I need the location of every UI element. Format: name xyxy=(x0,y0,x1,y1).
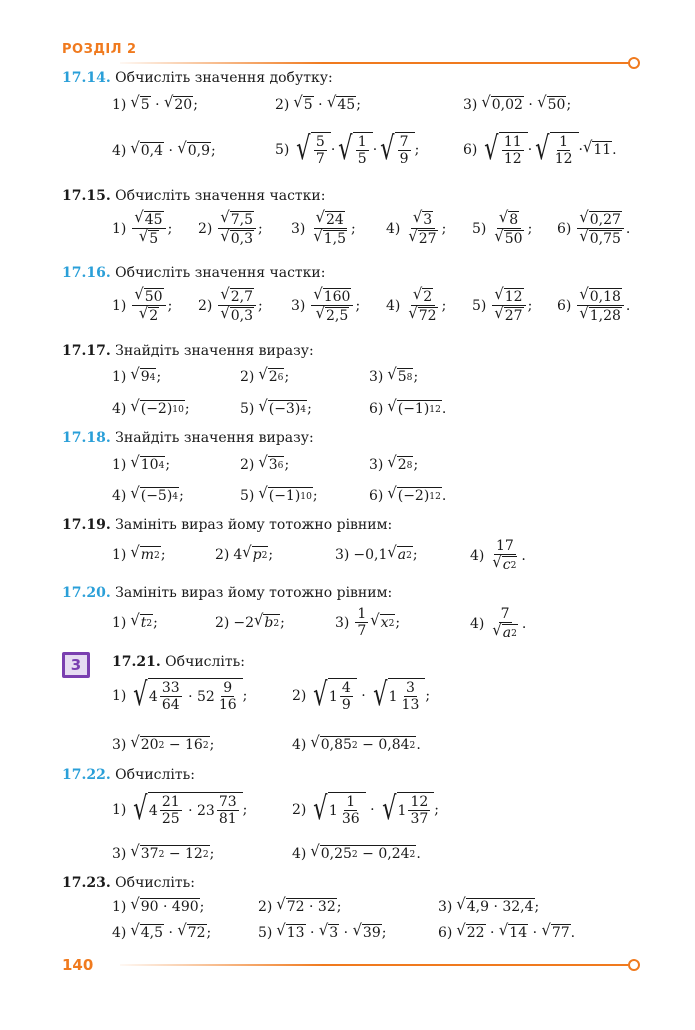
problem-text: Обчисліть: xyxy=(115,875,195,891)
problem-17-19 xyxy=(62,517,392,533)
exercise-item: 1) √ 4 $\frac{33}{64}$ · 52 $\frac{9}{16}$ ; xyxy=(112,675,248,714)
item-label: 1) xyxy=(112,96,127,113)
exercise-item: 1) √ 5 · √ 20 ; xyxy=(112,93,198,113)
exercise-item: 1) √ 90 · 490 ; xyxy=(112,895,205,915)
exercise-row xyxy=(0,484,695,509)
exercise-row xyxy=(0,365,695,390)
exercise-row xyxy=(0,287,695,335)
problem-number: 17.15. xyxy=(62,188,111,204)
exercise-item: 4) 17 √ c 2 . xyxy=(470,538,526,574)
exercise-item: 1) √ t 2 ; xyxy=(112,611,158,631)
exercise-item: 3) √ 0,02 · √ 50 ; xyxy=(463,93,572,113)
difficulty-level-badge: 3 xyxy=(62,652,90,678)
problem-number: 17.14. xyxy=(62,70,111,86)
exercise-item: 6) √ 0,18 √ 1,28 . xyxy=(557,285,631,325)
exercise-row xyxy=(0,675,695,726)
exercise-item: 1) √ 9 4 ; xyxy=(112,365,162,385)
sqrt-icon: √ 20 xyxy=(164,93,193,113)
exercise-item: 5) √ 13 · √ 3 · √ 39 ; xyxy=(258,921,387,941)
exercise-item: 5) √ (−3) 4 ; xyxy=(240,397,312,417)
exercise-item: 5) √ (−1) 10 ; xyxy=(240,484,318,504)
problem-number: 17.20. xyxy=(62,585,111,601)
exercise-item: 6) √ (−1) 12 . xyxy=(369,397,447,417)
exercise-item: 1) √ 4 $\frac{21}{25}$ · 23 $\frac{73}{81}$ ; xyxy=(112,789,248,828)
exercise-item: 2) 4 √ p 2 ; xyxy=(215,543,274,563)
exercise-item: 3) √ 37 2 − 12 2 ; xyxy=(112,842,215,862)
exercise-item: 4) √ 3 √ 27 ; xyxy=(386,208,447,248)
problem-number: 17.19. xyxy=(62,517,111,533)
exercise-row xyxy=(0,921,695,946)
footer-rule xyxy=(120,964,628,966)
exercise-item: 4) √ 0,85 2 − 0,84 2 . xyxy=(292,733,421,753)
exercise-row xyxy=(0,842,695,867)
problem-17-14 xyxy=(62,70,333,86)
problem-text: Обчисліть: xyxy=(115,767,195,783)
header-rule xyxy=(120,62,628,64)
exercise-item: 4) √ 2 √ 72 ; xyxy=(386,285,447,325)
problem-text: Обчисліть значення добутку: xyxy=(115,70,333,86)
problem-number: 17.16. xyxy=(62,265,111,281)
problem-text: Знайдіть значення виразу: xyxy=(115,430,314,446)
exercise-item: 6) √ (−2) 12 . xyxy=(369,484,447,504)
problem-17-21 xyxy=(112,654,245,670)
exercise-row xyxy=(0,789,695,840)
problem-text: Знайдіть значення виразу: xyxy=(115,343,314,359)
exercise-row xyxy=(0,733,695,758)
exercise-item: 1) √ 50 √ 2 ; xyxy=(112,285,173,325)
exercise-item: 4) √ 0,4 · √ 0,9 ; xyxy=(112,139,216,159)
page-number: 140 xyxy=(62,956,94,974)
exercise-item: 5) √ 12 √ 27 ; xyxy=(472,285,533,325)
exercise-item: 1) √ m 2 ; xyxy=(112,543,166,563)
exercise-row xyxy=(0,538,695,580)
exercise-item: 6) √ 0,27 √ 0,75 . xyxy=(557,208,631,248)
exercise-item: 6) √ 22 · √ 14 · √ 77 . xyxy=(438,921,576,941)
exercise-item: 6) √ $\frac{11}{12}$ · √ $\frac{1}{12}$ · √ 11 . xyxy=(463,129,617,168)
exercise-item: 2) √ 5 · √ 45 ; xyxy=(275,93,361,113)
exercise-row xyxy=(0,606,695,648)
problem-17-17 xyxy=(62,343,314,359)
exercise-item: 2) √ 2 6 ; xyxy=(240,365,290,385)
exercise-row xyxy=(0,895,695,920)
problem-17-20 xyxy=(62,585,392,601)
exercise-item: 4) √ 4,5 · √ 72 ; xyxy=(112,921,212,941)
exercise-item: 4) 7 √ a 2 . xyxy=(470,606,527,642)
problem-text: Замініть вираз йому тотожно рівним: xyxy=(115,517,393,533)
exercise-item: 3) $\frac{1}{7}$ √ x 2 ; xyxy=(335,606,401,640)
exercise-row xyxy=(0,210,695,258)
exercise-item: 3) √ 24 √ 1,5 ; xyxy=(291,208,356,248)
problem-number: 17.18. xyxy=(62,430,111,446)
exercise-item: 3) −0,1 √ a 2 ; xyxy=(335,543,418,563)
problem-17-23 xyxy=(62,875,195,891)
problem-text: Обчисліть значення частки: xyxy=(115,188,326,204)
exercise-row xyxy=(0,129,695,176)
problem-number: 17.17. xyxy=(62,343,111,359)
header-rule-end-icon xyxy=(628,57,640,69)
exercise-item: 2) √ 3 6 ; xyxy=(240,453,290,473)
exercise-item: 5) √ $\frac{5}{7}$ · √ $\frac{1}{5}$ · √ $\frac{7}{9}$ ; xyxy=(275,129,420,168)
exercise-row xyxy=(0,397,695,422)
exercise-item: 2) √ 7,5 √ 0,3 ; xyxy=(198,208,263,248)
exercise-item: 4) √ (−5) 4 ; xyxy=(112,484,184,504)
exercise-row xyxy=(0,453,695,478)
exercise-item: 2) √ 1 $\frac{1}{36}$ · √ 1 $\frac{12}{37}$ ; xyxy=(292,789,439,828)
exercise-item: 3) √ 4,9 · 32,4 ; xyxy=(438,895,540,915)
exercise-item: 3) √ 20 2 − 16 2 ; xyxy=(112,733,215,753)
problem-text: Замініть вираз йому тотожно рівним: xyxy=(115,585,393,601)
exercise-item: 1) √ 10 4 ; xyxy=(112,453,171,473)
exercise-item: 4) √ 0,25 2 − 0,24 2 . xyxy=(292,842,421,862)
sqrt-icon: √ 5 xyxy=(130,93,150,113)
problem-17-16 xyxy=(62,265,325,281)
footer-rule-end-icon xyxy=(628,959,640,971)
problem-number: 17.21. xyxy=(112,654,161,670)
exercise-item: 2) √ 72 · 32 ; xyxy=(258,895,342,915)
problem-text: Обчисліть значення частки: xyxy=(115,265,326,281)
problem-number: 17.23. xyxy=(62,875,111,891)
exercise-item: 2) √ 2,7 √ 0,3 ; xyxy=(198,285,263,325)
exercise-item: 2) −2 √ b 2 ; xyxy=(215,611,285,631)
problem-17-18 xyxy=(62,430,314,446)
problem-number: 17.22. xyxy=(62,767,111,783)
exercise-row xyxy=(0,93,695,120)
exercise-item: 5) √ 8 √ 50 ; xyxy=(472,208,533,248)
exercise-item: 2) √ 1 $\frac{4}{9}$ · √ 1 $\frac{3}{13}$ ; xyxy=(292,675,431,714)
problem-text: Обчисліть: xyxy=(165,654,245,670)
exercise-item: 4) √ (−2) 10 ; xyxy=(112,397,190,417)
exercise-item: 3) √ 2 8 ; xyxy=(369,453,419,473)
exercise-item: 3) √ 160 √ 2,5 ; xyxy=(291,285,361,325)
exercise-item: 3) √ 5 8 ; xyxy=(369,365,419,385)
exercise-item: 1) √ 45 √ 5 ; xyxy=(112,208,173,248)
problem-17-22 xyxy=(62,767,195,783)
section-header: РОЗДІЛ 2 xyxy=(62,42,137,57)
problem-17-15 xyxy=(62,188,325,204)
